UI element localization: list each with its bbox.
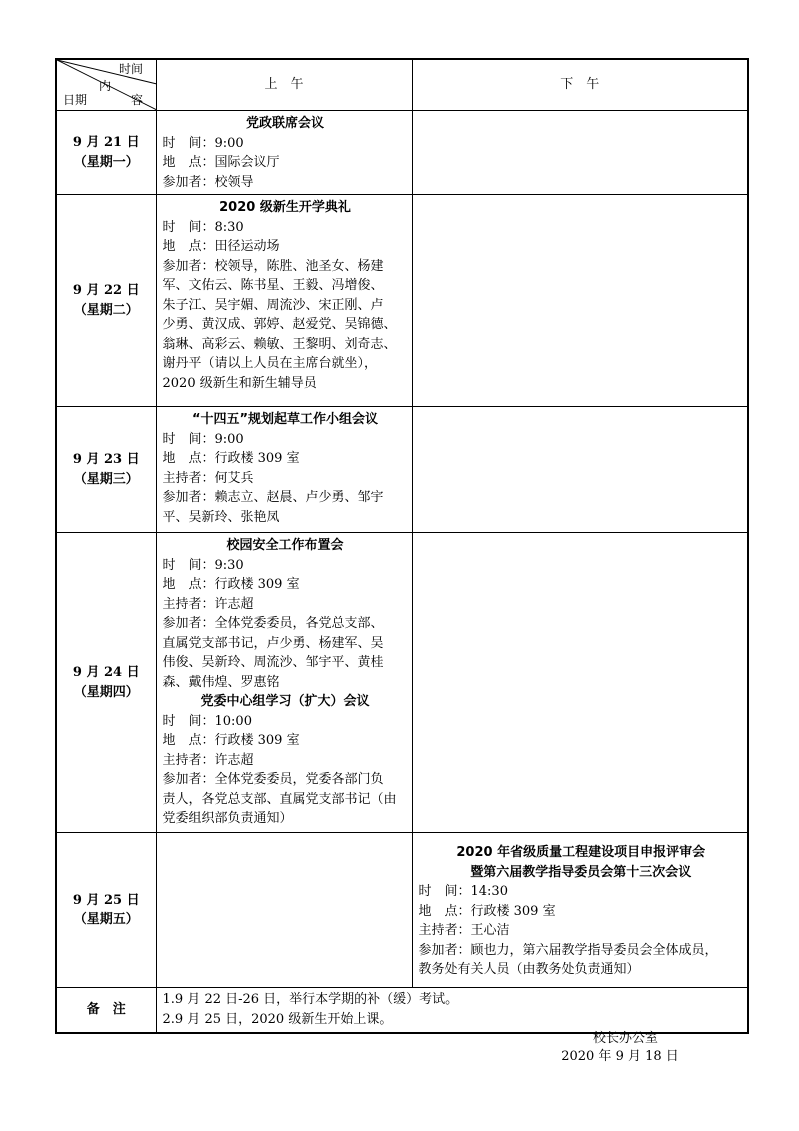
meeting-detail: 2020 级新生和新生辅导员: [162, 375, 317, 391]
meeting-detail: 谢丹平（请以上人员在主席台就坐），: [162, 356, 378, 371]
meeting-detail: 森、戴伟煌、罗惠铭: [162, 674, 280, 690]
meeting-title: 2020 年省级质量工程建设项目申报评审会: [456, 845, 706, 860]
meeting-detail: 参加者：顾也力，第六届教学指导委员会全体成员，: [418, 942, 718, 958]
meeting-detail: 参加者：全体党委委员，各党总支部、: [162, 616, 384, 631]
meeting-detail: 主持者：何艾兵: [162, 470, 254, 486]
date-text: 9 月 22 日: [72, 283, 140, 298]
diag-label-content2: 容: [131, 93, 144, 107]
weekday-text: （星期一）: [73, 154, 139, 170]
meeting-title: 党政联席会议: [245, 116, 324, 131]
date-cell: [56, 533, 156, 833]
afternoon-cell: [412, 407, 748, 533]
afternoon-cell: [412, 533, 748, 833]
afternoon-cell: [412, 195, 748, 407]
meeting-title: “十四五”规划起草工作小组会议: [191, 412, 379, 427]
meeting-detail: 翁琳、高彩云、赖敏、王黎明、刘奇志、: [162, 336, 397, 352]
date-cell: [56, 407, 156, 533]
meeting-detail: 地 点：行政楼 309 室: [162, 577, 300, 592]
meeting-detail: 地 点：田径运动场: [162, 239, 280, 254]
meeting-detail: 教务处有关人员（由教务处负责通知）: [418, 962, 640, 977]
meeting-detail: 军、文佑云、陈书星、王毅、冯增俊、: [162, 278, 384, 293]
morning-cell: [156, 533, 412, 833]
meeting-detail: 责人，各党总支部、直属党支部书记（由: [162, 791, 397, 807]
diag-label-time: 时间: [119, 62, 144, 76]
header-afternoon: 下 午: [412, 59, 748, 111]
weekday-text: （星期五）: [73, 912, 139, 927]
meeting-detail: 时 间：9:00: [162, 135, 244, 151]
meeting-detail: 平、吴新玲、张艳凤: [162, 509, 280, 525]
morning-cell: [156, 833, 412, 988]
remark-line: 1.9 月 22 日-26 日，举行本学期的补（缓）考试。: [162, 992, 459, 1007]
meeting-detail: 参加者：赖志立、赵晨、卢少勇、邹宇: [162, 490, 384, 505]
meeting-detail: 地 点：行政楼 309 室: [162, 451, 300, 466]
signature-block: [560, 1030, 680, 1066]
table-row: [56, 111, 748, 195]
remarks-label: 备 注: [56, 988, 156, 1034]
meeting-detail: 时 间：14:30: [418, 884, 508, 899]
meeting-subtitle: 暨第六届教学指导委员会第十三次会议: [470, 864, 692, 880]
meeting-detail: 参加者：全体党委委员，党委各部门负: [162, 772, 384, 787]
meeting-detail: 主持者：王心洁: [418, 923, 510, 938]
meeting-detail: 地 点：行政楼 309 室: [418, 903, 556, 919]
meeting-detail: 主持者：许志超: [162, 596, 254, 612]
meeting-detail: 直属党支部书记，卢少勇、杨建军、吴: [162, 635, 384, 651]
diag-label-date: 日期: [63, 93, 88, 107]
meeting-detail: 参加者：校领导: [162, 174, 254, 190]
meeting-detail: 时 间：10:00: [162, 713, 252, 729]
date-cell: [56, 111, 156, 195]
schedule-table: [55, 58, 749, 1034]
meeting-detail: 伟俊、吴新玲、周流沙、邹宇平、黄桂: [162, 655, 384, 670]
signature-office: 校长办公室: [592, 1031, 658, 1046]
date-text: 9 月 24 日: [72, 665, 140, 680]
morning-cell: [156, 195, 412, 407]
afternoon-cell: [412, 111, 748, 195]
meeting-detail: 参加者：校领导，陈胜、池圣女、杨建: [162, 258, 384, 274]
table-row: [56, 195, 748, 407]
table-row: [56, 833, 748, 988]
meeting-detail: 地 点：国际会议厅: [162, 155, 280, 170]
meeting-title: 2020 级新生开学典礼: [219, 200, 351, 215]
meeting-detail: 时 间：8:30: [162, 219, 244, 235]
header-morning: 上 午: [156, 59, 412, 111]
morning-cell: [156, 407, 412, 533]
meeting-title: 校园安全工作布置会: [226, 538, 344, 553]
weekday-text: （星期四）: [73, 684, 139, 700]
meeting-detail: 时 间：9:00: [162, 431, 244, 447]
weekday-text: （星期三）: [73, 471, 139, 487]
meeting-detail: 时 间：9:30: [162, 557, 244, 573]
weekday-text: （星期二）: [73, 302, 139, 318]
meeting-detail: 朱子江、吴宇媚、周流沙、宋正刚、卢: [162, 297, 384, 313]
meeting-detail: 地 点：行政楼 309 室: [162, 733, 300, 748]
diag-label-content: 内: [99, 79, 112, 93]
diagonal-header-cell: [56, 59, 156, 111]
table-row: [56, 533, 748, 833]
date-text: 9 月 23 日: [72, 452, 140, 467]
header-row: [56, 59, 748, 111]
meeting-detail: 主持者：许志超: [162, 752, 254, 768]
meeting-detail: 党委组织部负责通知）: [162, 811, 293, 826]
date-text: 9 月 21 日: [72, 135, 140, 150]
meeting-detail: 少勇、黄汉成、郭婷、赵爱党、吴锦德、: [162, 317, 397, 332]
afternoon-cell: [412, 833, 748, 988]
table-row: [56, 407, 748, 533]
remark-line: 2.9 月 25 日，2020 级新生开始上课。: [162, 1012, 393, 1027]
date-cell: [56, 195, 156, 407]
remarks-cell: [156, 988, 748, 1034]
date-cell: [56, 833, 156, 988]
remarks-row: [56, 988, 748, 1034]
signature-date: 2020 年 9 月 18 日: [561, 1049, 679, 1064]
morning-cell: [156, 111, 412, 195]
date-text: 9 月 25 日: [72, 892, 140, 908]
meeting-title: 党委中心组学习（扩大）会议: [200, 694, 370, 709]
